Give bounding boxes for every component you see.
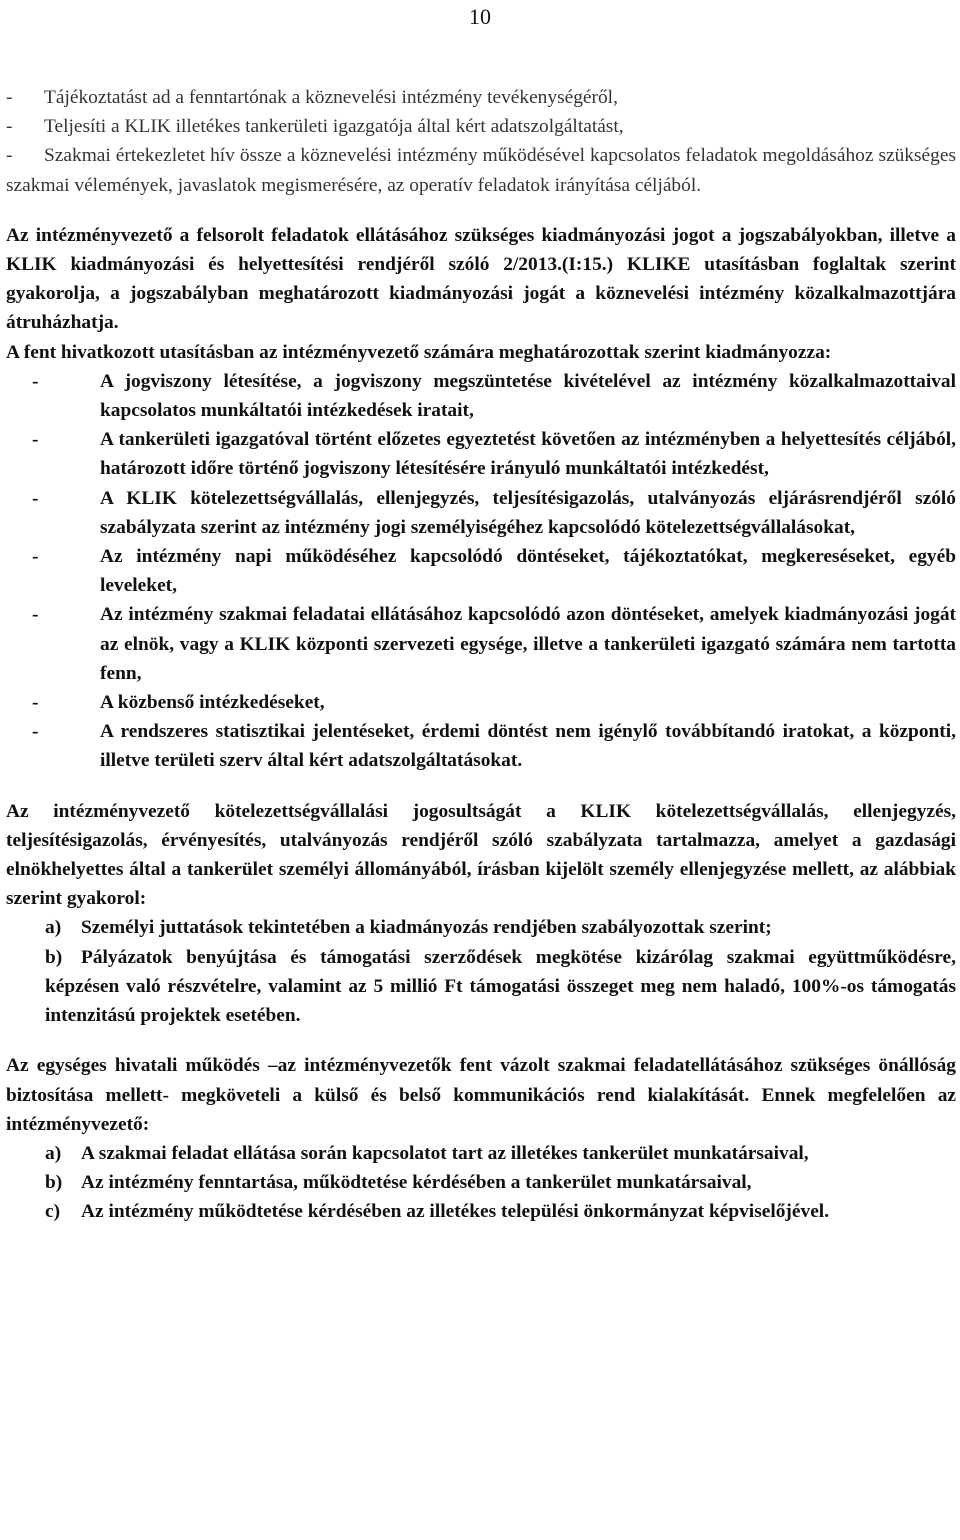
paragraph-communication: Az egységes hivatali működés –az intézményvezetők fent vázolt szakmai feladatellátásához szükséges önállóság biztosítása mellett- megköveteli a külső és belső kommunikációs rend kialakítását. Ennek megfelelően az intézményvezető:: [6, 1055, 956, 1135]
list-item: a) Személyi juttatások tekintetében a kiadmányozás rendjében szabályozottak szerint;: [45, 917, 772, 939]
dash-bullet: -: [6, 116, 13, 138]
dash-bullet: -: [6, 87, 13, 108]
paragraph-commitment: Az intézményvezető kötelezettségvállalási jogosultságát a KLIK kötelezettségvállalás, ellenjegyzés, teljesítésigazolás, érvényesítés, utalványozás rendjéről szóló szabályzata tartalmazza, amelyet a gazdasági elnökhelyettes által a tankerület személyi állományából, írásban kijelölt személy ellenjegyzése mellett, az alábbiak szerint gyakorol:: [6, 800, 956, 910]
list-item: - Teljesíti a KLIK illetékes tankerületi igazgatója által kért adatszolgáltatást,: [6, 112, 956, 141]
list-item: b) Pályázatok benyújtása és támogatási szerződések megkötése kizárólag szakmai együttműködésre, képzésen való részvételre, valamint az 5 millió Ft támogatási összeget meg nem haladó, 100%-os támogatás intenzitású projektek esetében.: [45, 946, 956, 1027]
list-item: a) A szakmai feladat ellátása során kapcsolatot tart az illetékes tankerület munkatársaival,: [45, 1142, 809, 1164]
dash-bullet: -: [32, 429, 39, 451]
list-item: - Szakmai értekezletet hív össze a köznevelési intézmény működésével kapcsolatos feladatok megoldásához szükséges szakmai vélemények, javaslatok megismerésére, az operatív feladatok irányítása céljából.: [6, 141, 956, 199]
paragraph-signing-intro: A fent hivatkozott utasításban az intézményvezető számára meghatározottak szerint kiadmányozza:: [6, 341, 832, 363]
communication-list: [6, 1139, 956, 1227]
commitment-list: [6, 913, 956, 1030]
list-item: - A közbenső intézkedéseket,: [6, 688, 956, 717]
list-item: - A jogviszony létesítése, a jogviszony megszüntetése kivételével az intézmény közalkalmazottaival kapcsolatos munkáltatói intézkedések iratait,: [6, 367, 956, 425]
document-body: [6, 83, 956, 1227]
list-item: - A rendszeres statisztikai jelentéseket, érdemi döntést nem igénylő továbbítandó iratokat, a központi, illetve területi szerv által kért adatszolgáltatásokat.: [6, 717, 956, 775]
list-item: - Az intézmény napi működéséhez kapcsolódó döntéseket, tájékoztatókat, megkereséseket, egyéb leveleket,: [6, 542, 956, 600]
top-dash-list: [6, 83, 956, 200]
list-item: c) Az intézmény működtetése kérdésében az illetékes települési önkormányzat képviselőjével.: [45, 1201, 830, 1223]
list-item: - A KLIK kötelezettségvállalás, ellenjegyzés, teljesítésigazolás, utalványozás eljárásrendjéről szóló szabályzata szerint az intézmény jogi személyiségéhez kapcsolódó kötelezettségvállalásokat,: [6, 484, 956, 542]
list-item: b) Az intézmény fenntartása, működtetése kérdésében a tankerület munkatársaival,: [45, 1172, 752, 1194]
signing-list: [6, 367, 956, 776]
dash-bullet: -: [32, 487, 39, 509]
page-number: 10: [469, 4, 491, 29]
list-item: - Tájékoztatást ad a fenntartónak a köznevelési intézmény tevékenységéről,: [6, 83, 956, 112]
dash-bullet: -: [32, 692, 39, 714]
dash-bullet: -: [6, 145, 13, 167]
list-item: - Az intézmény szakmai feladatai ellátásához kapcsolódó azon döntéseket, amelyek kiadmányozási jogát az elnök, vagy a KLIK központi szervezeti egysége, illetve a tankerületi igazgató számára nem tartotta fenn,: [6, 600, 956, 688]
list-item: - A tankerületi igazgatóval történt előzetes egyeztetést követően az intézményben a helyettesítés céljából, határozott időre történő jogviszony létesítésére irányuló munkáltatói intézkedést,: [6, 425, 956, 483]
dash-bullet: -: [32, 721, 39, 743]
dash-bullet: -: [32, 604, 39, 626]
dash-bullet: -: [32, 370, 39, 392]
paragraph-delegation: Az intézményvezető a felsorolt feladatok ellátásához szükséges kiadmányozási jogot a jogszabályokban, illetve a KLIK kiadmányozási és helyettesítési rendjéről szóló 2/2013.(I:15.) KLIKE utasításban foglaltak szerint gyakorolja, a jogszabályban meghatározott kiadmányozási jogát a köznevelési intézmény közalkalmazottjára átruházhatja.: [6, 224, 956, 334]
dash-bullet: -: [32, 546, 39, 568]
